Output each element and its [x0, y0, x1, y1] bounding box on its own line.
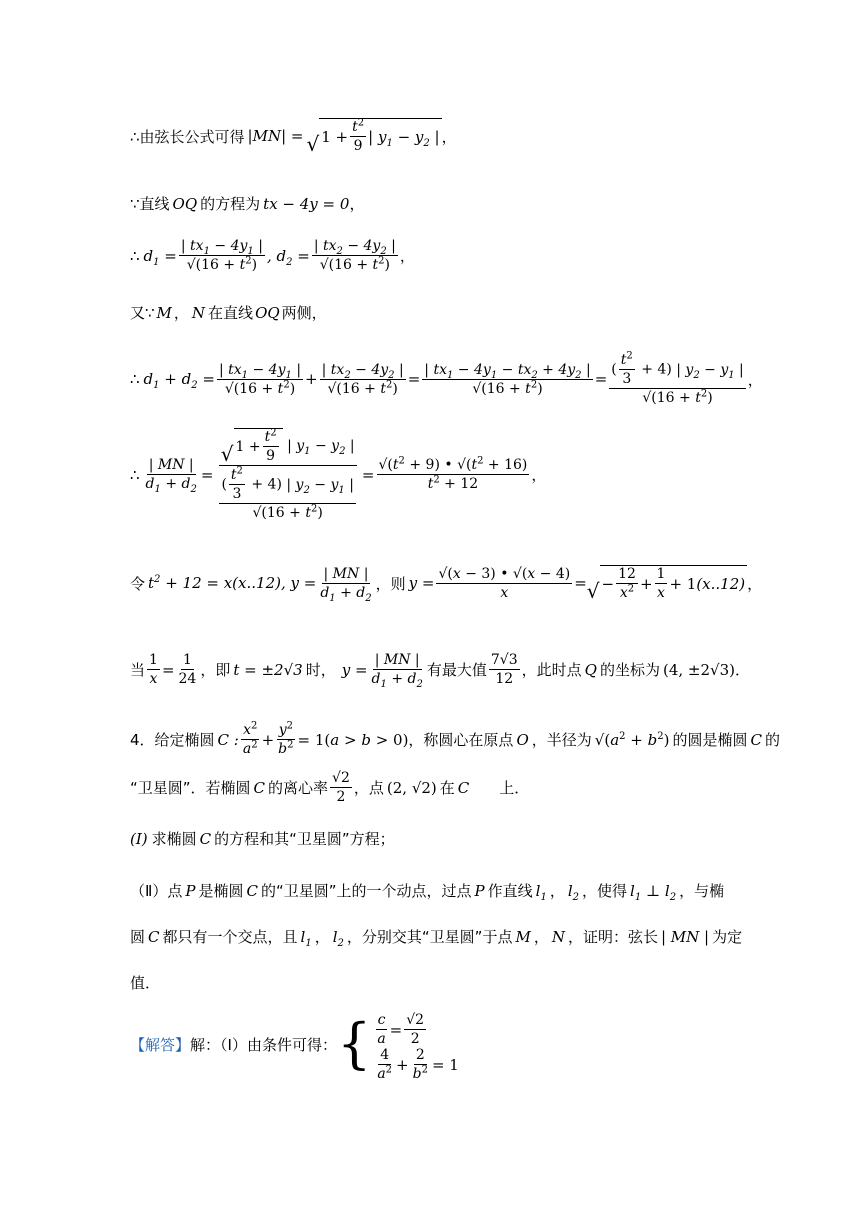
- question-4-line-1: 4．给定椭圆 C : $\frac{x^2}{a^2}$ + $\frac{y^2}{b^2}$ = 1(a > b > 0) ，称圆心在原点 O ，半径为 $√(a^2 + b^2)$ 的圆是椭圆 C 的: [130, 720, 780, 757]
- part-2-line-2: 圆 C 都只有一个交点，且 $l_1$ ， $l_2$ ，分别交其“卫星圆”于点 M ， N ，证明：弦长 | MN | 为定: [130, 927, 743, 949]
- part-1: (I) 求椭圆 C 的方程和其“卫星圆”方程；: [130, 829, 395, 848]
- text: ∴由弦长公式可得: [130, 127, 245, 146]
- answer-label: 【解答】: [130, 1035, 191, 1054]
- line-d1-d2: ∴ $d_1$ = $\frac{| tx_1 - 4y_1 |}{√(16 + t^2)}$ , $d_2$ = $\frac{| tx_2 - 4y_2 |}{√(16 + t^2)}$ ，: [130, 238, 415, 273]
- answer-line: 【解答】 解：（Ⅰ）由条件可得： { $\frac{c}{a}$ = $\frac{√2}{2}$ $\frac{4}{a^2}$ + $\frac{2}{b^2}$ = 1: [130, 1012, 459, 1082]
- line-mn-sides: 又∵ M ， N 在直线 OQ 两侧，: [130, 303, 327, 322]
- line-chord-length: ∴由弦长公式可得 |MN| = √ 1 + $\frac{t^2}{9}$ | $y_1 - y_2$ | ，: [130, 117, 457, 156]
- line-maximum: 当 $\frac{1}{x}$ = $\frac{1}{24}$ ，即 t = ±2√3 时， y = $\frac{| MN |}{d_1 + d_2}$ 有最大值 $\frac{7√3}{12}$ ，此时点 Q 的坐标为 (4, ±2√3) ．: [130, 652, 750, 690]
- question-4-line-2: “卫星圆”．若椭圆 C 的离心率 $\frac{√2}{2}$ ，点 (2, √2) 在 C 上．: [130, 770, 530, 805]
- line-oq-equation: ∵直线 OQ 的方程为 tx − 4y = 0 ，: [130, 194, 365, 213]
- line-substitution: 令 $t^2 + 12 = x(x..12)$, y = $\frac{| MN |}{d_1 + d_2}$ ，则 y = $\frac{√(x - 3) • √(x - 4)}{x}$ = √ − $\frac{12}{x^2}$ + $\frac{1}{x}$ + 1 (x..12) ，: [130, 565, 763, 604]
- part-2-line-1: （Ⅱ）点 P 是椭圆 C 的“卫星圆”上的一个动点，过点 P 作直线 $l_1$ ， $l_2$ ，使得 $l_1$ ⊥ $l_2$ ，与椭: [130, 881, 725, 903]
- line-ratio: ∴ $\frac{| MN |}{d_1 + d_2}$ = √ 1 + $\frac{t^2}{9}$ | $y_1 - y_2$ | ( $\frac{t^2}{3}$ + 4) | $y_2 - y_1$ | $√(16 + t^2)$ = $\frac{√(t^2 + 9) • √(t^2 + 16)}{t^2 + 12}$ ，: [130, 427, 547, 521]
- part-2-line-3: 值．: [130, 974, 161, 992]
- line-d1-plus-d2: ∴ $d_1 + d_2$ = $\frac{| tx_1 - 4y_1 |}{√(16 + t^2)}$ + $\frac{| tx_2 - 4y_2 |}{√(16 + t^2)}$ = $\frac{| tx_1 - 4y_1 - tx_2 + 4y_2 |}{√(16 + t^2)}$ = ( $\frac{t^2}{3}$ + 4) | $y_2 - y_1$ | $√(16 + t^2)$ ，: [130, 350, 763, 406]
